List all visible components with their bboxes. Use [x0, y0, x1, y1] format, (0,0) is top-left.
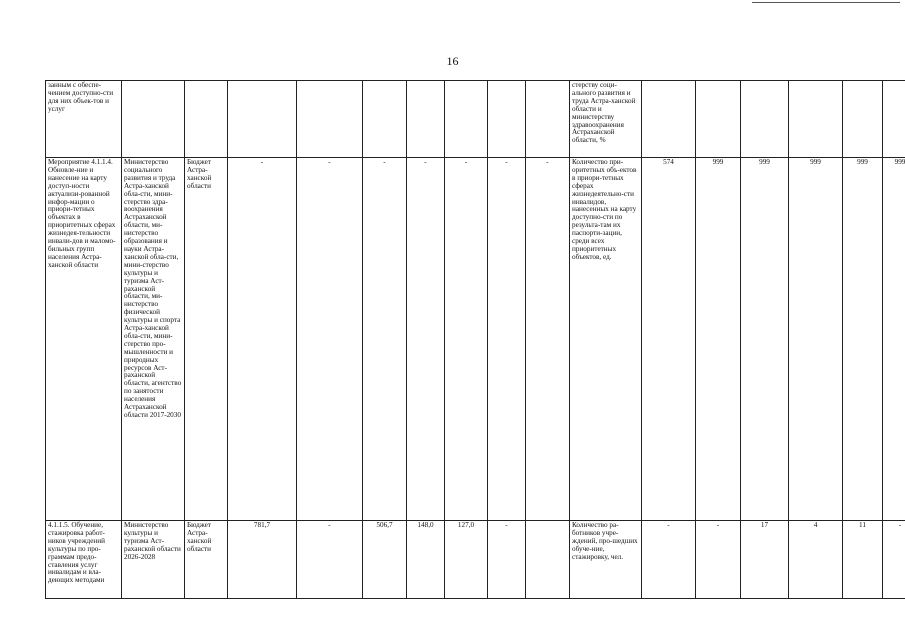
- target-cell: [696, 81, 741, 158]
- value-cell: -: [228, 158, 297, 521]
- value-cell: [407, 81, 445, 158]
- value-cell: -: [363, 158, 407, 521]
- source-cell: Бюджет Астра-ханской области: [185, 521, 228, 599]
- page-number: 16: [446, 54, 459, 68]
- target-cell: 574: [642, 158, 696, 521]
- source-cell: [185, 81, 228, 158]
- measure-cell: 4.1.1.5. Обучение, стажировка работ-ников учреждений культуры по про-граммам предо-ставления услуг инвалидам и вла-деющих методами: [46, 521, 122, 599]
- value-cell: -: [407, 158, 445, 521]
- target-cell: [741, 81, 789, 158]
- value-cell: [363, 81, 407, 158]
- value-cell: [228, 81, 297, 158]
- value-cell: -: [297, 521, 363, 599]
- indicator-cell: Количество ра-ботников учре-ждений, про-шедших обуче-ние, стажировку, чел.: [570, 521, 642, 599]
- value-cell: 506,7: [363, 521, 407, 599]
- header-rule: [752, 2, 900, 3]
- value-cell: 148,0: [407, 521, 445, 599]
- value-cell: [445, 81, 488, 158]
- value-cell: [526, 81, 570, 158]
- value-cell: -: [526, 158, 570, 521]
- value-cell: [526, 521, 570, 599]
- indicator-cell: стерству соци-ального развития и труда Астра-ханской области и министерству здравоохранения Астраханской области, %: [570, 81, 642, 158]
- target-cell: [883, 81, 905, 158]
- source-cell: Бюджет Астра-ханской области: [185, 158, 228, 521]
- target-cell: -: [642, 521, 696, 599]
- target-cell: 999: [741, 158, 789, 521]
- table-row: [46, 521, 905, 599]
- target-cell: 17: [741, 521, 789, 599]
- indicator-cell: Количество при-оритетных объ-ектов в приори-тетных сферах жизнедеятельно-сти инвалидов, нанесенных на карту доступно-сти по результа-там их паспорти-зации, среди всех приоритетных объектов, ед.: [570, 158, 642, 521]
- value-cell: 127,0: [445, 521, 488, 599]
- target-cell: [843, 81, 883, 158]
- target-cell: 4: [789, 521, 843, 599]
- value-cell: -: [488, 158, 526, 521]
- target-cell: 999: [883, 158, 905, 521]
- executor-cell: Министерство социального развития и труда Астра-ханской обла-сти, мини-стерство здра-воохранения Астраханской области, ми-нистерство образования и науки Астра-ханской обла-сти, мини-стерство культуры и туризма Аст-раханской области, ми-нистерство физической культуры и спорта Астра-ханской обла-сти, мини-стерство про-мышленности и природных ресурсов Аст-раханской области, агентство по занятости населения Астраханской области 2017-2030: [122, 158, 185, 521]
- value-cell: [297, 81, 363, 158]
- target-cell: 11: [843, 521, 883, 599]
- measure-cell: Мероприятие 4.1.1.4. Обновле-ние и нанесение на карту доступ-ности актуализи-рованной инфор-мации о приори-тетных объектах в приоритетных сферах жизнедея-тельности инвали-дов и маломо-бильных групп населения Астра-ханской области: [46, 158, 122, 521]
- target-cell: -: [883, 521, 905, 599]
- executor-cell: [122, 81, 185, 158]
- target-cell: [789, 81, 843, 158]
- target-cell: 999: [843, 158, 883, 521]
- target-cell: [642, 81, 696, 158]
- table-row: [46, 158, 905, 521]
- value-cell: -: [445, 158, 488, 521]
- measure-cell: занным с обеспе-чением доступно-сти для них объек-тов и услуг: [46, 81, 122, 158]
- program-table: [45, 80, 905, 599]
- value-cell: -: [488, 521, 526, 599]
- value-cell: -: [297, 158, 363, 521]
- target-cell: 999: [789, 158, 843, 521]
- executor-cell: Министерство культуры и туризма Аст-раханской области 2026-2028: [122, 521, 185, 599]
- target-cell: 999: [696, 158, 741, 521]
- value-cell: [488, 81, 526, 158]
- target-cell: -: [696, 521, 741, 599]
- value-cell: 781,7: [228, 521, 297, 599]
- table-row: [46, 81, 905, 158]
